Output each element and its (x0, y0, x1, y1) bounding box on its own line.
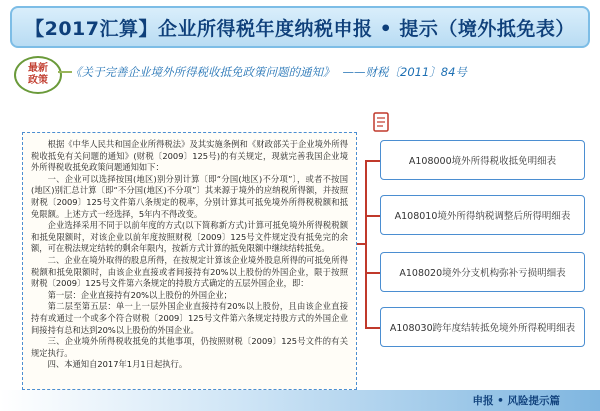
policy-paragraph: 三、企业境外所得税收抵免的其他事项，仍按照财税〔2009〕125号文件的有关规定执行。 (31, 336, 348, 358)
policy-paragraph: 第二层至第五层：单一上一层外国企业直接持有20%以上股份，且由该企业直接持有或通过一个或多个符合财税〔2009〕125号文件第六条规定持股方式的外国企业间接持有总和达到20%以上股份的外国企业。 (31, 301, 348, 335)
title-bar (10, 6, 590, 48)
policy-paragraph: 四、本通知自2017年1月1日起执行。 (47, 359, 188, 370)
document-icon (370, 111, 392, 133)
connector-main (357, 243, 366, 245)
footer-bar (0, 390, 600, 411)
badge-line-2: 政策 (28, 75, 48, 86)
connector-branch (365, 272, 380, 274)
new-policy-badge (14, 56, 62, 94)
policy-paragraph: 根据《中华人民共和国企业所得税法》及其实施条例和《财政部关于企业境外所得税收抵免有关问题的通知》(财税〔2009〕125号)的有关规定，现就完善我国企业境外所得税收抵免政策问题通知如下： (31, 139, 348, 173)
table-link-a108010[interactable]: A108010境外所得纳税调整后所得明细表 (380, 195, 585, 235)
policy-text-box (22, 132, 357, 390)
policy-paragraph: 二、企业在境外取得的股息所得，在按规定计算该企业境外股息所得的可抵免所得税额和抵免限额时，由该企业直接或者间接持有20%以上股份的外国企业，限于按照财税〔2009〕125号文件第六条规定的持股方式确定的五层外国企业，即： (31, 254, 348, 289)
footer-label: 申报 • 风险提示篇 (472, 395, 560, 407)
table-link-a108000[interactable]: A108000境外所得税收抵免明细表 (380, 140, 585, 180)
policy-paragraph: 一、企业可以选择按国(地区)别分别计算〔即“分国(地区)不分项”〕，或者不按国(地区)别汇总计算〔即“不分国(地区)不分项”〕其来源于境外的应纳税所得额，并按照财税〔2009〕125号文件第八条规定的税率，分别计算其可抵免境外所得税税额和抵免限额。上述方式一经选择，5年内不得改变。 (31, 173, 348, 219)
policy-paragraph: 第一层：企业直接持有20%以上股份的外国企业； (47, 289, 232, 300)
policy-paragraph: 企业选择采用不同于以前年度的方式(以下简称新方式)计算可抵免境外所得税税额和抵免限额时，对该企业以前年度按照财税〔2009〕125号文件规定没有抵免完的余额，可在税法规定结转的剩余年限内，按新方式计算的抵免限额中继续结转抵免。 (31, 220, 348, 254)
connector-branch (365, 160, 380, 162)
badge-line-1: 最新 (28, 63, 48, 74)
policy-doc-title: 《关于完善企业境外所得税收抵免政策问题的通知》 (70, 65, 335, 79)
connector-branch (365, 215, 380, 217)
connector-branch (365, 327, 380, 329)
table-link-a108030[interactable]: A108030跨年度结转抵免境外所得税明细表 (380, 307, 585, 347)
policy-reference (70, 64, 590, 80)
table-link-a108020[interactable]: A108020境外分支机构弥补亏损明细表 (380, 252, 585, 292)
page-title: 【2017汇算】企业所得税年度纳税申报 • 提示（境外抵免表） (25, 17, 575, 40)
policy-doc-ref: ——财税〔2011〕84号 (342, 65, 467, 79)
